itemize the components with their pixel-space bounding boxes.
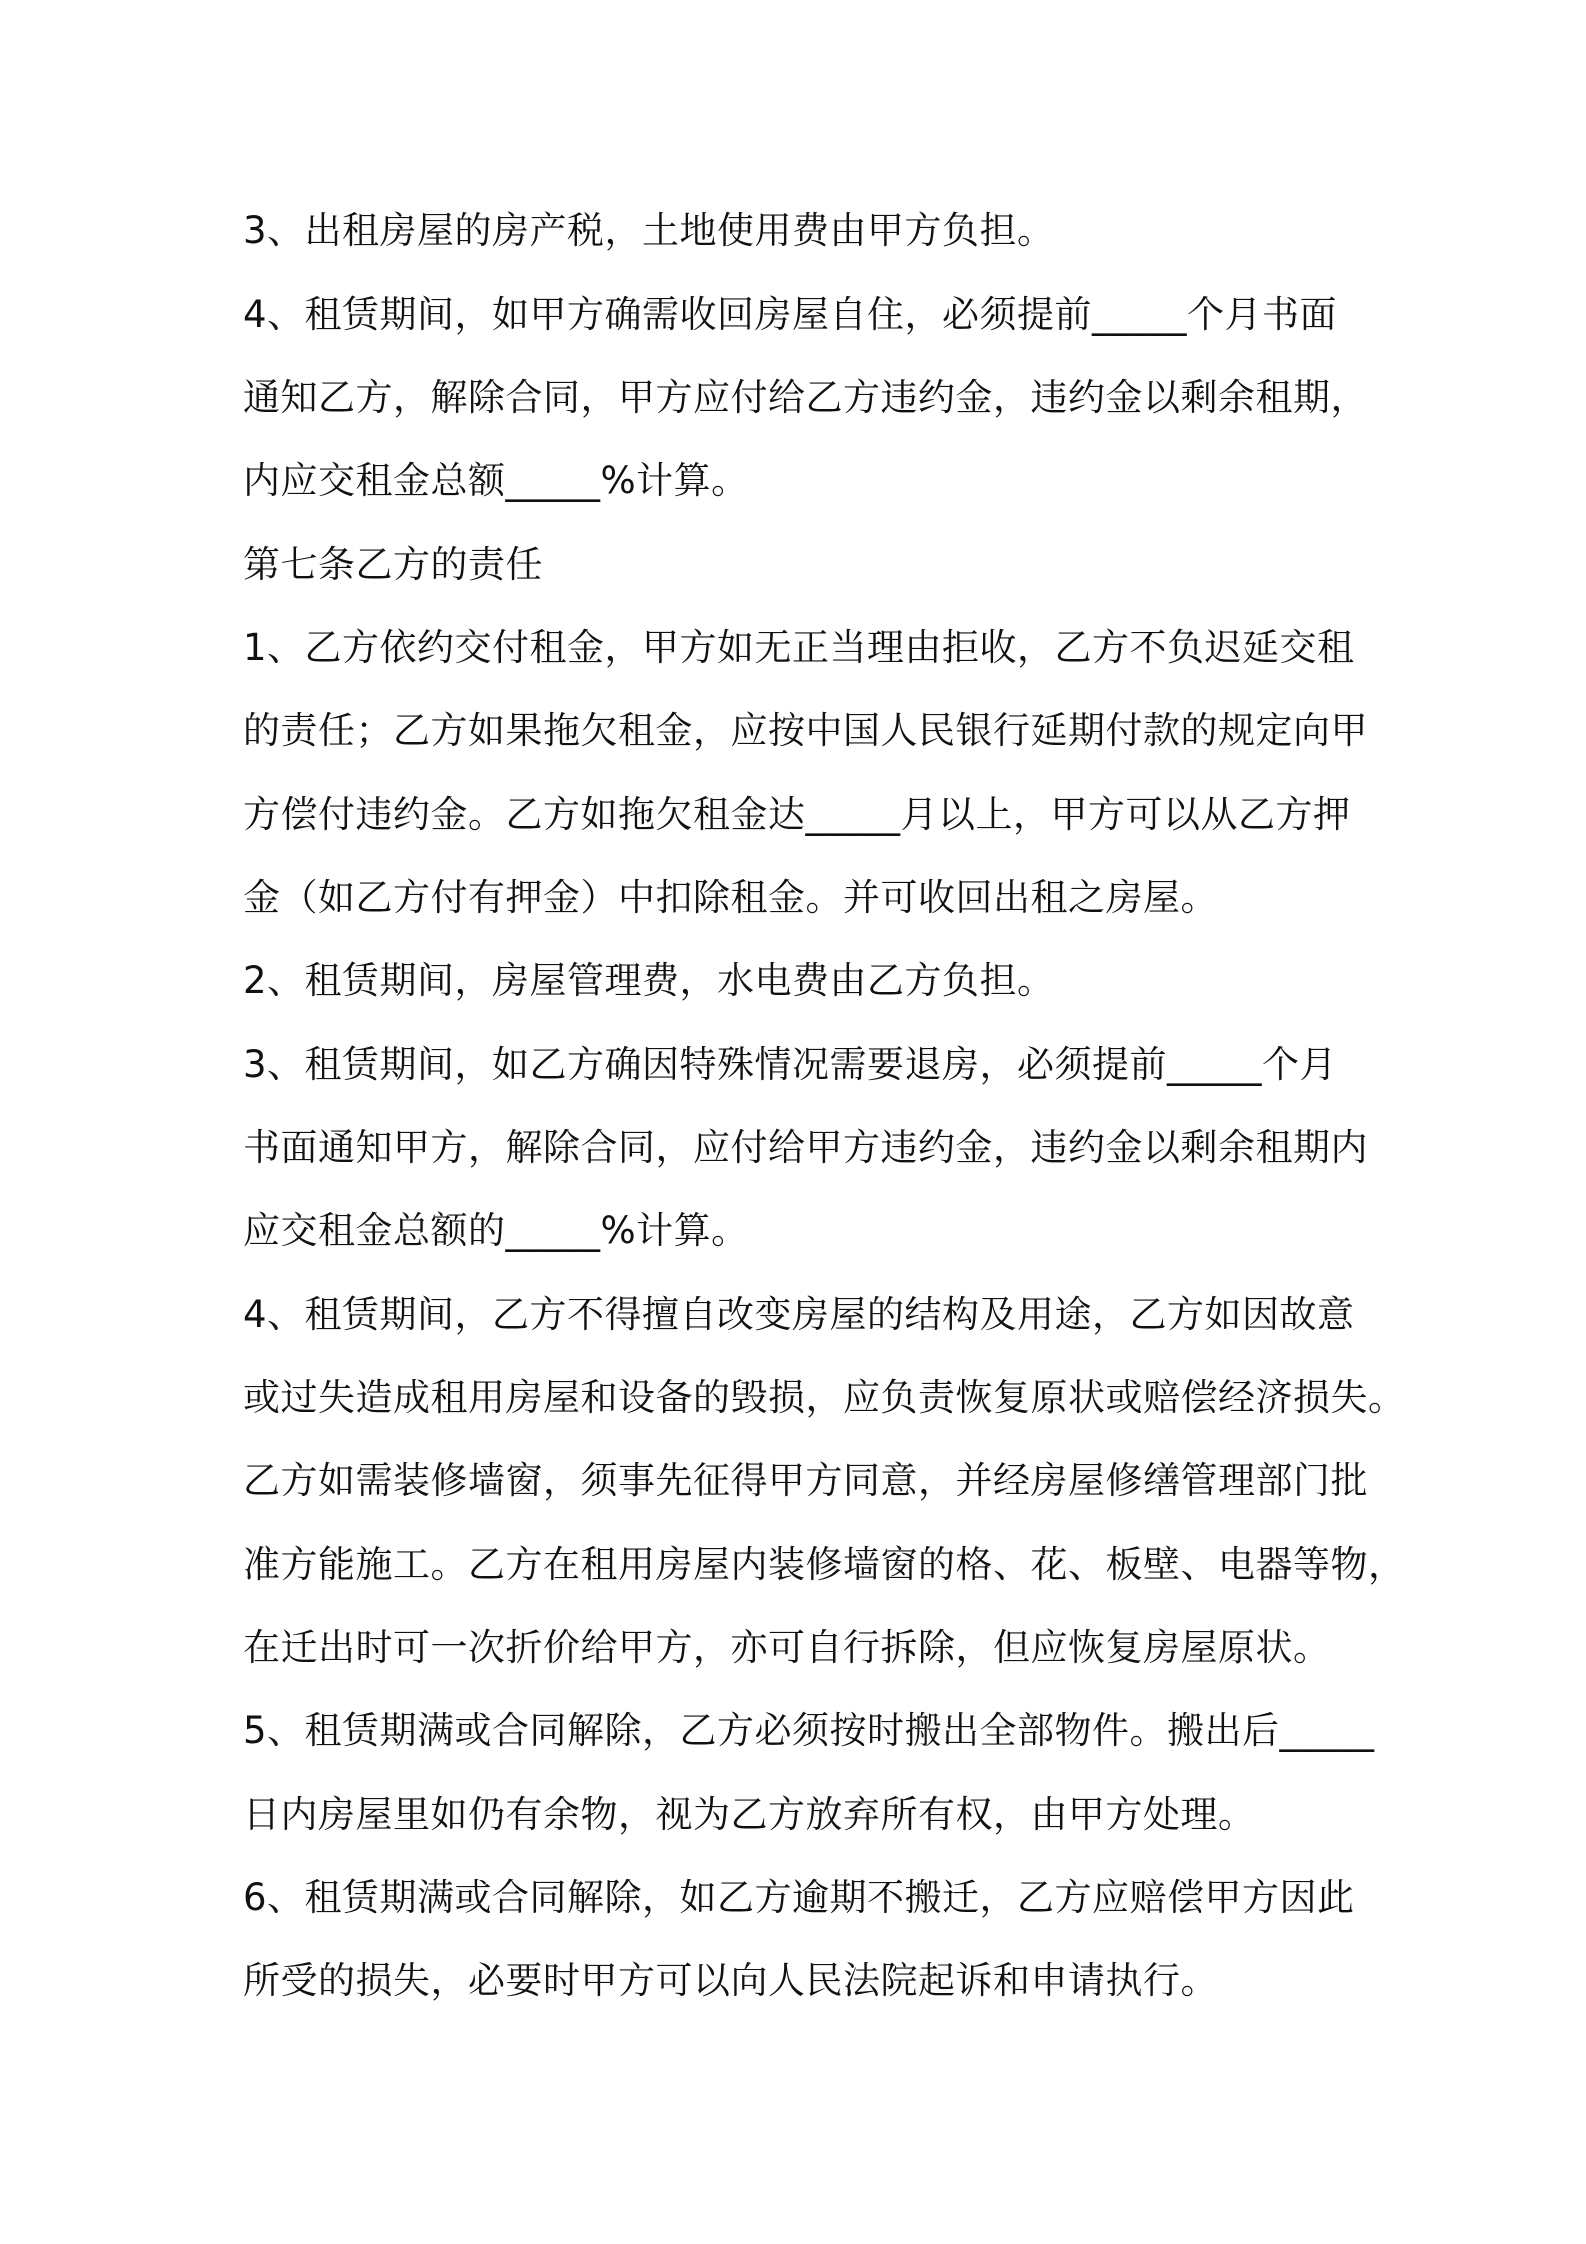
clause-7-item-3-line-2: 书面通知甲方，解除合同，应付给甲方违约金，违约金以剩余租期内: [243, 1126, 1368, 1169]
clause-7-item-1-line-3: 方偿付违约金。乙方如拖欠租金达_____月以上，甲方可以从乙方押: [243, 793, 1351, 836]
clause-7-item-1-line-1: 1、乙方依约交付租金，甲方如无正当理由拒收，乙方不负迟延交租: [243, 626, 1355, 669]
clause-7-item-5-line-1: 5、租赁期满或合同解除，乙方必须按时搬出全部物件。搬出后_____: [243, 1709, 1375, 1752]
clause-7-item-1-line-4: 金（如乙方付有押金）中扣除租金。并可收回出租之房屋。: [243, 876, 1218, 919]
clause-7-item-2: 2、租赁期间，房屋管理费，水电费由乙方负担。: [243, 959, 1055, 1002]
clause-7-item-4-line-4: 准方能施工。乙方在租用房屋内装修墙窗的格、花、板壁、电器等物，: [243, 1543, 1406, 1586]
clause-7-item-3-line-1: 3、租赁期间，如乙方确因特殊情况需要退房，必须提前_____个月: [243, 1043, 1338, 1086]
clause-7-item-1-line-2: 的责任；乙方如果拖欠租金，应按中国人民银行延期付款的规定向甲: [243, 709, 1368, 752]
clause-7-item-4-line-2: 或过失造成租用房屋和设备的毁损，应负责恢复原状或赔偿经济损失。: [243, 1376, 1406, 1419]
clause-6-item-3: 3、出租房屋的房产税，土地使用费由甲方负担。: [243, 209, 1055, 252]
clause-7-item-3-line-3: 应交租金总额的_____%计算。: [243, 1209, 749, 1252]
clause-7-item-5-line-2: 日内房屋里如仍有余物，视为乙方放弃所有权，由甲方处理。: [243, 1793, 1256, 1836]
clause-7-item-4-line-3: 乙方如需装修墙窗，须事先征得甲方同意，并经房屋修缮管理部门批: [243, 1459, 1368, 1502]
clause-6-item-4-line-3: 内应交租金总额_____%计算。: [243, 459, 749, 502]
section-heading-article-7: 第七条乙方的责任: [243, 543, 543, 586]
clause-7-item-4-line-5: 在迁出时可一次折价给甲方，亦可自行拆除，但应恢复房屋原状。: [243, 1626, 1331, 1669]
clause-6-item-4-line-2: 通知乙方，解除合同，甲方应付给乙方违约金，违约金以剩余租期，: [243, 376, 1368, 419]
clause-7-item-4-line-1: 4、租赁期间，乙方不得擅自改变房屋的结构及用途，乙方如因故意: [243, 1293, 1355, 1336]
clause-6-item-4-line-1: 4、租赁期间，如甲方确需收回房屋自住，必须提前_____个月书面: [243, 293, 1338, 336]
clause-7-item-6-line-1: 6、租赁期满或合同解除，如乙方逾期不搬迁，乙方应赔偿甲方因此: [243, 1876, 1355, 1919]
clause-7-item-6-line-2: 所受的损失，必要时甲方可以向人民法院起诉和申请执行。: [243, 1959, 1218, 2002]
